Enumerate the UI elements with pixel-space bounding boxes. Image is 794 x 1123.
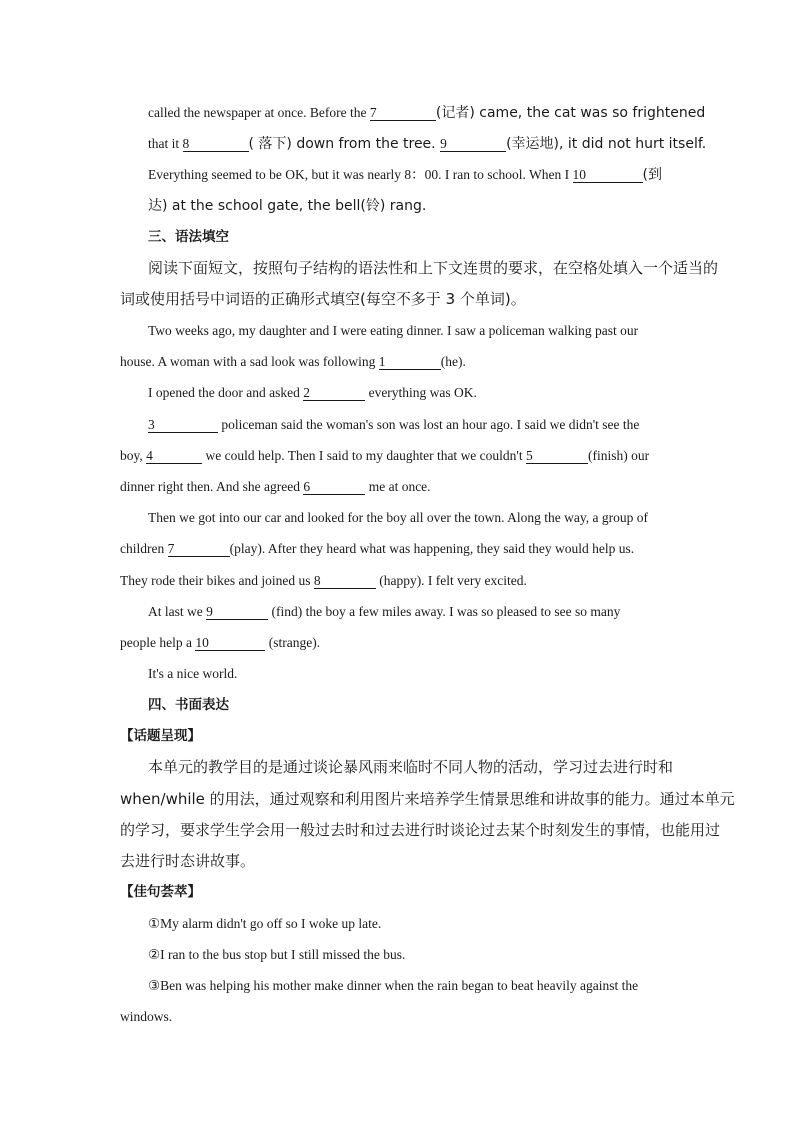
topic-line-2: when/while 的用法，通过观察和利用图片来培养学生情景思维和讲故事的能力。通过本单元: [120, 790, 735, 808]
topic-line-4: 去进行时态讲故事。: [120, 852, 256, 870]
text: (幸运地), it did not hurt itself.: [506, 136, 707, 152]
sentence-3-line-1: ③Ben was helping his mother make dinner when the rain began to beat heavily against the: [148, 978, 639, 993]
blank-number: 9: [440, 136, 447, 151]
text: (play). After they heard what was happening, they said they would help us.: [229, 541, 635, 556]
grammar-line-6: [120, 478, 676, 496]
blank-number: 8: [313, 573, 321, 588]
grammar-line-8: [120, 540, 676, 558]
text: children: [120, 541, 168, 556]
blank-number: 10: [572, 167, 587, 182]
answer-blank-9[interactable]: [206, 604, 268, 620]
answer-blank-10[interactable]: [573, 167, 643, 183]
passage-line-3: [148, 166, 676, 184]
text: ( 落下) down from the tree.: [248, 136, 441, 152]
text: (happy). I felt very excited.: [375, 573, 527, 588]
text: (finish) our: [587, 448, 650, 463]
text: (he).: [440, 354, 466, 369]
text: everything was OK.: [365, 385, 477, 400]
section-4-title: 四、书面表达: [148, 697, 229, 713]
section-3-instruction-2: 词或使用括号中词语的正确形式填空(每空不多于 3 个单词)。: [120, 290, 526, 308]
grammar-line-9: [120, 572, 676, 590]
blank-number: 4: [146, 448, 153, 463]
text: (到: [642, 167, 662, 183]
sentence-2: ②I ran to the bus stop but I still missed the bus.: [148, 947, 406, 962]
text: They rode their bikes and joined us: [120, 573, 314, 588]
text: called the newspaper at once. Before the: [148, 105, 370, 120]
blank-number: 10: [195, 635, 209, 650]
text: I opened the door and asked: [148, 385, 304, 400]
text: (strange).: [265, 635, 321, 650]
text: house. A woman with a sad look was following: [120, 354, 379, 369]
answer-blank-1[interactable]: [379, 354, 441, 370]
blank-number: 1: [378, 354, 386, 369]
grammar-line-3: [148, 384, 676, 402]
answer-blank-6[interactable]: [303, 479, 365, 495]
topic-line-3: 的学习，要求学生学会用一般过去时和过去进行时谈论过去某个时刻发生的事情，也能用过: [120, 821, 721, 839]
grammar-line-10: [148, 603, 676, 621]
grammar-line-5: [120, 447, 676, 465]
topic-line-1: 本单元的教学目的是通过谈论暴风雨来临时不同人物的活动，学习过去进行时和: [148, 758, 674, 776]
blank-number: 2: [303, 385, 310, 400]
grammar-line-2: [120, 353, 676, 371]
sentence-1: ①My alarm didn't go off so I woke up late.: [148, 916, 382, 931]
text: policeman said the woman's son was lost an hour ago. I said we didn't see the: [218, 417, 640, 432]
text: me at once.: [365, 479, 431, 494]
grammar-line-12: It's a nice world.: [148, 666, 238, 681]
text: dinner right then. And she agreed: [120, 479, 304, 494]
answer-blank-10[interactable]: [195, 635, 265, 651]
answer-blank-2[interactable]: [303, 385, 365, 401]
text: Everything seemed to be OK, but it was nearly 8：00. I ran to school. When I: [148, 167, 573, 182]
blank-number: 6: [303, 479, 311, 494]
grammar-line-1: Two weeks ago, my daughter and I were eating dinner. I saw a policeman walking past our: [148, 323, 639, 338]
text: people help a: [120, 635, 196, 650]
grammar-line-7: Then we got into our car and looked for the boy all over the town. Along the way, a group of: [148, 510, 648, 525]
answer-blank-3[interactable]: [148, 417, 218, 433]
section-3-instruction-1: 阅读下面短文，按照句子结构的语法性和上下文连贯的要求，在空格处填入一个适当的: [148, 259, 719, 277]
blank-number: 9: [206, 604, 213, 619]
answer-blank-8[interactable]: [183, 136, 249, 152]
text: boy,: [120, 448, 147, 463]
answer-blank-7[interactable]: [370, 105, 436, 121]
blank-number: 5: [525, 448, 533, 463]
text: (find) the boy a few miles away. I was so pleased to see so many: [268, 604, 621, 619]
text: At last we: [148, 604, 207, 619]
topic-label: 【话题呈现】: [120, 728, 201, 744]
section-3-title: 三、语法填空: [148, 229, 229, 245]
blank-number: 8: [182, 136, 190, 151]
answer-blank-4[interactable]: [146, 448, 202, 464]
text: we could help. Then I said to my daughter that we couldn't: [202, 448, 526, 463]
answer-blank-5[interactable]: [526, 448, 588, 464]
blank-number: 7: [369, 105, 377, 120]
passage-line-4: [148, 197, 676, 215]
grammar-line-4: [148, 416, 676, 434]
sentence-3-line-2: windows.: [120, 1009, 173, 1024]
text: (记者) came, the cat was so frightened: [435, 105, 706, 121]
passage-line-2: [148, 135, 707, 153]
text: 达) at the school gate, the bell(铃) rang.: [148, 198, 427, 214]
answer-blank-7[interactable]: [168, 541, 230, 557]
grammar-line-11: [120, 634, 676, 652]
answer-blank-8[interactable]: [314, 573, 376, 589]
passage-line-1: [148, 104, 706, 122]
sentences-label: 【佳句荟萃】: [120, 884, 201, 900]
blank-number: 7: [167, 541, 175, 556]
answer-blank-9[interactable]: [440, 136, 506, 152]
blank-number: 3: [148, 417, 155, 432]
text: that it: [148, 136, 183, 151]
